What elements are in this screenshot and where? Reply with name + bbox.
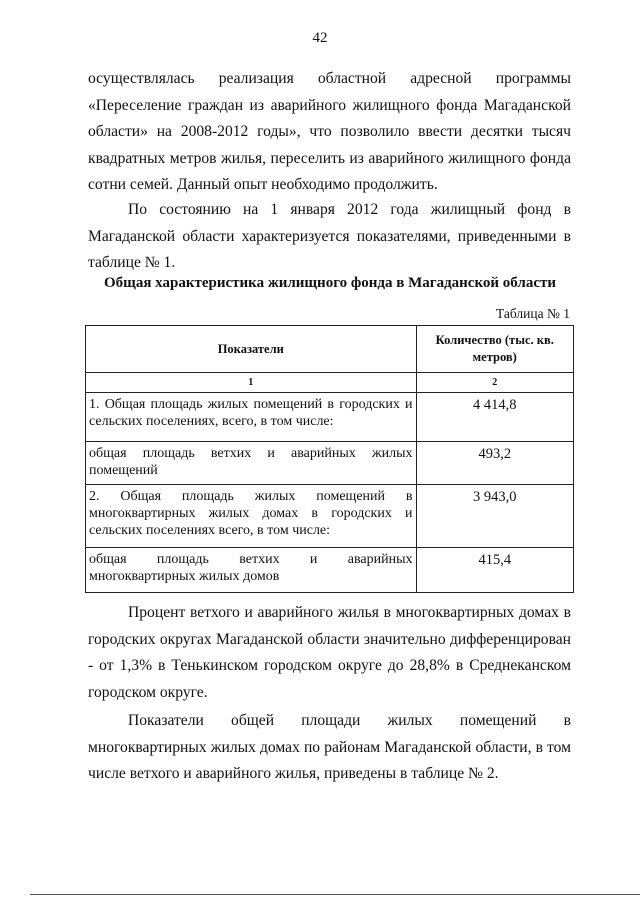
- row-label: общая площадь ветхих и аварийных многоквартирных жилых домов: [86, 548, 417, 593]
- row-value: 4 414,8: [416, 393, 573, 442]
- column-number-2: 2: [416, 373, 573, 393]
- table-row: [86, 548, 574, 593]
- row-value: 493,2: [416, 442, 573, 485]
- header-quantity: Количество (тыс. кв. метров): [416, 326, 573, 373]
- table-row: [86, 442, 574, 485]
- page-number: 42: [312, 30, 328, 46]
- row-value: 3 943,0: [416, 485, 573, 548]
- table-row: [86, 485, 574, 548]
- row-label: 2. Общая площадь жилых помещений в многоквартирных жилых домах в городских и сельских поселениях всего, в том числе:: [86, 485, 417, 548]
- paragraph-4: Показатели общей площади жилых помещений в многоквартирных жилых домах по районам Магаданской области, в том числе ветхого и аварийного жилья, приведены в таблице № 2.: [88, 712, 571, 782]
- row-label: общая площадь ветхих и аварийных жилых помещений: [86, 442, 417, 485]
- header-indicators: Показатели: [86, 326, 417, 373]
- paragraph-3: Процент ветхого и аварийного жилья в многоквартирных домах в городских округах Магаданской области значительно дифференцирован - от 1,3% в Тенькинском городском округе до 28,8% в Среднеканском городском округе.: [88, 604, 571, 701]
- housing-stock-table: [85, 325, 574, 593]
- table-number-label: Таблица № 1: [496, 306, 570, 321]
- row-label: 1. Общая площадь жилых помещений в городских и сельских поселениях, всего, в том числе:: [86, 393, 417, 442]
- table-header-row: [86, 326, 574, 373]
- table-column-numbers-row: [86, 373, 574, 393]
- scan-edge-line: [30, 894, 640, 895]
- table-title: Общая характеристика жилищного фонда в Магаданской области: [103, 275, 556, 291]
- table-row: [86, 393, 574, 442]
- paragraph-1: осуществлялась реализация областной адресной программы «Переселение граждан из аварийного жилищного фонда Магаданской области» на 2008-2012 годы», что позволило ввести десятки тысяч квадратных метров жилья, переселить из аварийного жилищного фонда сотни семей. Данный опыт необходимо продолжить.: [88, 70, 571, 193]
- column-number-1: 1: [86, 373, 417, 393]
- paragraph-2: По состоянию на 1 января 2012 года жилищный фонд в Магаданской области характеризуется показателями, приведенными в таблице № 1.: [88, 201, 571, 271]
- row-value: 415,4: [416, 548, 573, 593]
